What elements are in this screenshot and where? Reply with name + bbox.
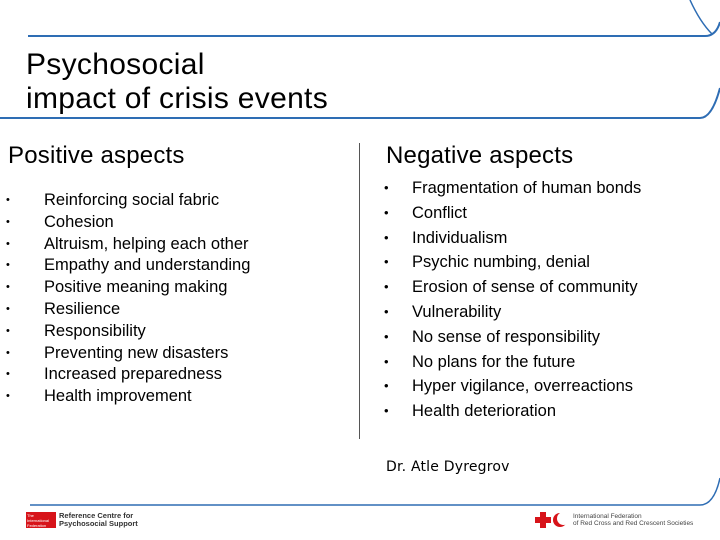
bullet-icon: • [384,254,389,270]
list-item [384,300,641,325]
list-item-text: Conflict [412,203,468,222]
list-item-text: Empathy and understanding [44,256,251,275]
list-item-text: No plans for the future [412,352,576,371]
negative-aspects-heading: Negative aspects [386,142,574,169]
bottom-rule [30,478,720,505]
list-item-text: Responsibility [44,321,146,340]
top-curve-line [28,22,720,36]
bullet-icon: • [6,346,10,359]
list-item [384,325,641,350]
ifrc-line-2: of Red Cross and Red Crescent Societies [573,520,694,527]
list-item [0,234,250,256]
bullet-icon: • [6,237,10,250]
list-item [0,299,250,321]
list-item [0,255,250,277]
ifrc-name [573,513,693,528]
bullet-icon: • [384,204,389,220]
list-item-text: Preventing new disasters [44,343,229,362]
bullet-icon: • [6,368,10,381]
bullet-icon: • [6,281,10,294]
list-item-text: Fragmentation of human bonds [412,179,642,197]
bullet-icon: • [384,279,389,295]
column-divider [359,143,360,439]
list-item [0,321,250,343]
list-item-text: Positive meaning making [44,278,228,297]
list-item [384,374,641,399]
bullet-icon: • [384,378,389,394]
bullet-icon: • [6,259,10,272]
list-item-text: Altruism, helping each other [44,234,249,253]
list-item-text: Psychic numbing, denial [412,253,590,272]
list-item [384,399,641,424]
bullet-icon: • [384,403,389,419]
bullet-icon: • [6,302,10,315]
bullet-icon: • [384,353,389,369]
title-line-1: Psychosocial [26,48,205,81]
list-item [0,212,250,234]
list-item [0,343,250,365]
list-item [0,277,250,299]
red-cross-icon [535,512,551,528]
reference-centre-line-2: Psychosocial Support [59,519,138,528]
list-item-text: Health improvement [44,387,192,406]
list-item [0,386,250,408]
title-line-2: impact of crisis events [26,82,328,115]
bullet-icon: • [384,180,389,195]
reference-centre-name [59,512,138,528]
list-item [384,226,641,251]
reference-centre-logo [26,512,138,528]
bullet-icon: • [6,324,10,337]
list-item-text: Cohesion [44,212,114,231]
list-item-text: Reinforcing social fabric [44,191,220,209]
slide-title [26,48,328,116]
bullet-icon: • [6,390,10,403]
positive-aspects-list [0,190,250,408]
bullet-icon: • [6,215,10,228]
list-item-text: Erosion of sense of community [412,278,638,297]
list-item-text: No sense of responsibility [412,327,601,346]
author-credit: Dr. Atle Dyregrov [386,459,510,475]
reference-centre-line-1: Reference Centre for [59,511,134,520]
list-item-text: Vulnerability [412,302,502,321]
list-item-text: Health deterioration [412,402,557,421]
top-curve-accent [690,0,712,34]
positive-aspects-heading: Positive aspects [8,142,185,169]
ifrc-logo [535,512,693,528]
negative-aspects-list [384,176,641,424]
ifrc-line-1: International Federation [573,512,642,520]
list-item [384,250,641,275]
list-item-text: Increased preparedness [44,365,222,384]
list-item-text: Individualism [412,228,508,247]
list-item [384,176,641,201]
red-crescent-icon [553,513,567,527]
bullet-icon: • [384,328,389,344]
list-item [384,350,641,375]
bullet-icon: • [384,303,389,319]
bullet-icon: • [6,194,10,206]
list-item [0,364,250,386]
list-item [384,201,641,226]
bullet-icon: • [384,229,389,245]
list-item [0,190,250,212]
list-item-text: Hyper vigilance, overreactions [412,377,634,396]
list-item [384,275,641,300]
list-item-text: Resilience [44,299,121,318]
reference-centre-logo-mark: The International Federation [26,512,56,528]
